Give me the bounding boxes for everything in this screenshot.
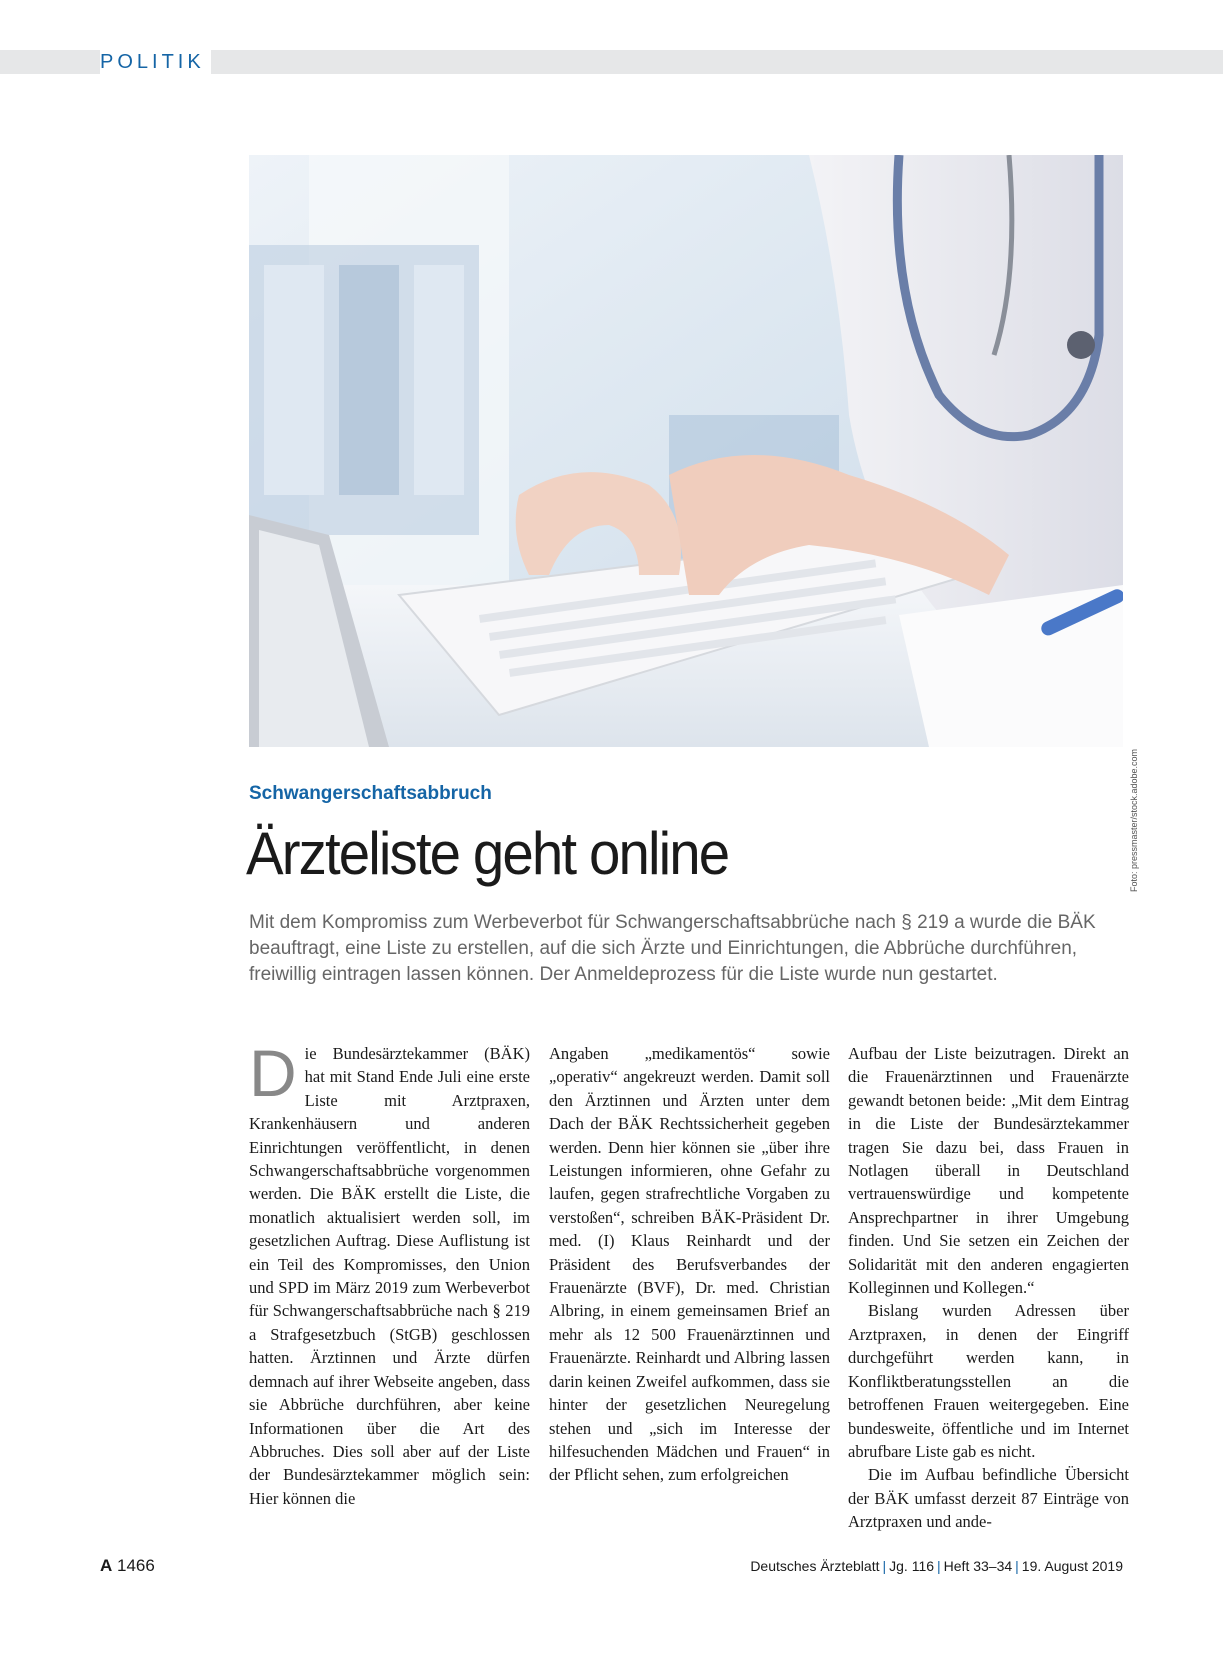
- body-paragraph: Bislang wurden Adressen über Arztpraxen, in denen der Eingriff durchgeführt werden kann, in Konfliktberatungsstellen an die betroffenen Frauen weitergegeben. Eine bundesweite, öffentliche und im Internet abrufbare Liste gab es nicht.: [848, 1301, 1129, 1461]
- drop-cap: D: [249, 1036, 297, 1110]
- body-paragraph: Die im Aufbau befindliche Übersicht der BÄK umfasst derzeit 87 Einträge von Arztpraxen und ande-: [848, 1465, 1129, 1532]
- section-label: POLITIK: [100, 50, 211, 74]
- page-number-value: 1466: [117, 1556, 155, 1575]
- journal-name: Deutsches Ärzteblatt: [750, 1558, 880, 1574]
- body-paragraph: Angaben „medikamentös“ sowie „operativ“ angekreuzt werden. Damit soll den Ärztinnen und Ärzten unter dem Dach der BÄK Rechtssicherheit gegeben werden. Denn hier können sie „über ihre Leistungen informieren, ohne Gefahr zu laufen, gegen strafrechtliche Vorgaben zu verstoßen“, schreiben BÄK-Präsident Dr. med. (I) Klaus Reinhardt und der Präsident des Berufsverbandes der Frauenärzte (BVF), Dr. med. Christian Albring, in einem gemeinsamen Brief an mehr als 12 500 Frauenärztinnen und Frauenärzte. Reinhardt und Albring lassen darin keinen Zweifel aufkommen, dass sie hinter der gesetzlichen Neuregelung stehen und „sich im Interesse der hilfesuchenden Mädchen und Frauen“ in der Pflicht sehen, zum erfolgreichen: [549, 1044, 830, 1485]
- journal-volume: Jg. 116: [889, 1558, 935, 1574]
- photo-credit: Foto: pressmaster/stock.adobe.com: [1129, 748, 1139, 892]
- page-prefix: A: [100, 1556, 113, 1575]
- article-kicker: Schwangerschaftsabbruch: [249, 783, 492, 804]
- body-paragraph: Aufbau der Liste beizutragen. Direkt an die Frauenärztinnen und Frauenärzte gewandt betonen beide: „Mit dem Eintrag in die Liste der Bundesärztekammer tragen Sie dazu bei, dass Frauen in Notlagen überall in Deutschland vertrauenswürdige und kompetente Ansprechpartner in ihrer Umgebung finden. Und Sie setzen ein Zeichen der Solidarität mit den anderen engagierten Kolleginnen und Kollegen.“: [848, 1044, 1129, 1298]
- footer-separator: |: [937, 1558, 941, 1574]
- footer-separator: |: [882, 1558, 887, 1574]
- article-column-2: [549, 1042, 830, 1487]
- footer-separator: |: [1015, 1558, 1019, 1574]
- journal-issue: Heft 33–34: [943, 1558, 1013, 1574]
- doctor-typing-on-keyboard-photo-icon: [249, 155, 1123, 747]
- page-number: [100, 1556, 155, 1576]
- body-paragraph: ie Bundesärztekammer (BÄK) hat mit Stand Ende Juli eine erste Liste mit Arztpraxen, Krankenhäusern und anderen Einrichtungen veröffentlicht, in denen Schwangerschaftsabbrüche vorgenommen werden. Die BÄK erstellt die Liste, die monatlich aktualisiert werden soll, im gesetzlichen Auftrag. Diese Auflistung ist ein Teil des Kompromisses, den Union und SPD im März 2019 zum Werbeverbot für Schwangerschaftsabbrüche nach § 219 a Strafgesetzbuch (StGB) geschlossen hatten. Ärztinnen und Ärzte dürfen demnach auf ihrer Webseite angeben, dass sie Abbrüche durchführen, aber keine Informationen über die Art des Abbruches. Dies soll aber auf der Liste der Bundesärztekammer möglich sein: Hier können die: [249, 1044, 530, 1508]
- article-column-3: [848, 1042, 1129, 1534]
- article-column-1: [249, 1036, 530, 1510]
- article-lead: Mit dem Kompromiss zum Werbeverbot für Schwangerschaftsabbrüche nach § 219 a wurde die BÄK beauftragt, eine Liste zu erstellen, auf die sich Ärzte und Einrichtungen, die Abbrüche durchführen, freiwillig eintragen lassen können. Der Anmeldeprozess für die Liste wurde nun gestartet.: [249, 912, 1096, 985]
- journal-date: 19. August 2019: [1021, 1558, 1123, 1574]
- article-photo: [249, 155, 1123, 747]
- journal-footer: [750, 1558, 1123, 1574]
- article-headline: Ärzteliste geht online: [246, 820, 729, 887]
